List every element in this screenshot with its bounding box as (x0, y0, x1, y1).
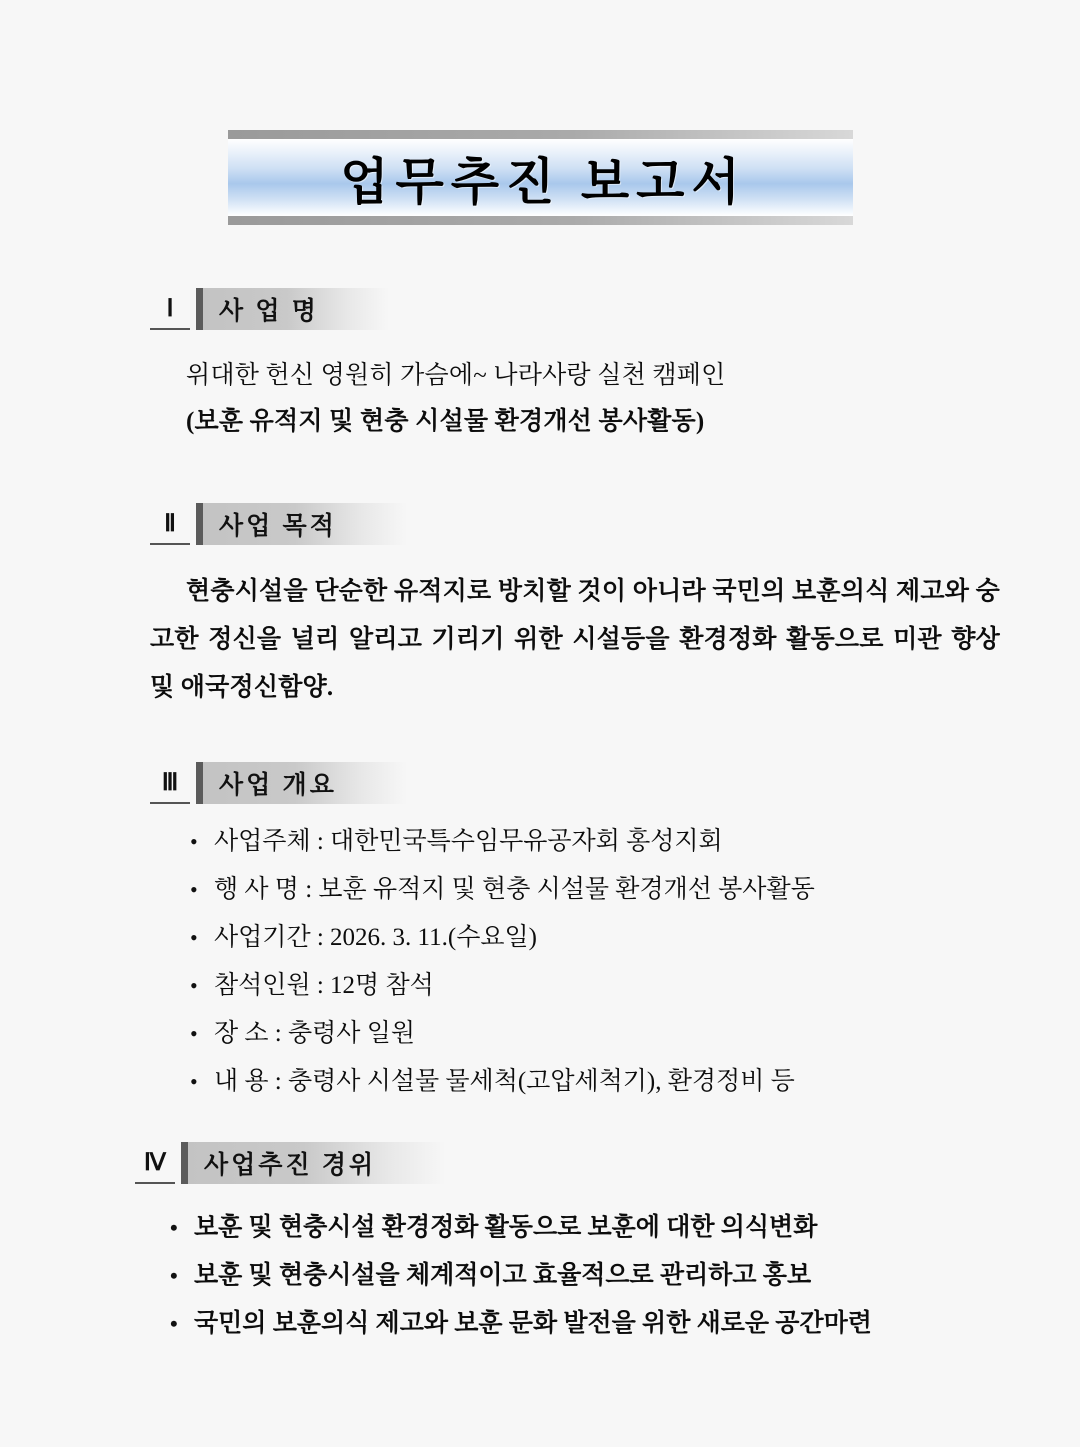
section-title-4: 사업추진 경위 (188, 1142, 446, 1184)
section-2-paragraph: 현충시설을 단순한 유적지로 방치할 것이 아니라 국민의 보훈의식 제고와 숭고한 정신을 널리 알리고 기리기 위한 시설등을 환경정화 활동으로 미관 향상 및 애국정신함양. (150, 578, 1000, 701)
section-header-2 (150, 503, 407, 545)
section-3-list (186, 818, 1036, 1106)
section-header-3 (150, 762, 407, 804)
list-item: • 사업주체 : 대한민국특수임무유공자회 홍성지회 (186, 818, 1036, 866)
list-item: • 행 사 명 : 보훈 유적지 및 현충 시설물 환경개선 봉사활동 (186, 866, 1036, 914)
title-band (228, 139, 853, 216)
section-title-2: 사업 목적 (203, 503, 407, 545)
list-item: • 장 소 : 충령사 일원 (186, 1010, 1036, 1058)
section-accent-bar-1 (196, 288, 203, 330)
section-1-line-2: (보훈 유적지 및 현충 시설물 환경개선 봉사활동) (186, 408, 705, 435)
section-accent-bar-2 (196, 503, 203, 545)
list-item: • 보훈 및 현충시설을 체계적이고 효율적으로 관리하고 홍보 (166, 1252, 1046, 1300)
section-accent-bar-4 (181, 1142, 188, 1184)
list-item: • 참석인원 : 12명 참석 (186, 962, 1036, 1010)
list-item: • 내 용 : 충령사 시설물 물세척(고압세척기), 환경정비 등 (186, 1058, 1036, 1106)
section-1-line-1: 위대한 헌신 영원히 가슴에~ 나라사랑 실천 캠페인 (186, 362, 726, 389)
section-title-1: 사 업 명 (203, 288, 389, 330)
list-item: • 사업기간 : 2026. 3. 11.(수요일) (186, 914, 1036, 962)
section-numeral-3: Ⅲ (150, 762, 190, 804)
section-numeral-2: Ⅱ (150, 503, 190, 545)
page-title: 업무추진 보고서 (340, 153, 747, 210)
section-numeral-4: Ⅳ (135, 1142, 175, 1184)
section-accent-bar-3 (196, 762, 203, 804)
section-header-1 (150, 288, 389, 330)
list-item: • 보훈 및 현충시설 환경정화 활동으로 보훈에 대한 의식변화 (166, 1204, 1046, 1252)
list-item: • 국민의 보훈의식 제고와 보훈 문화 발전을 위한 새로운 공간마련 (166, 1300, 1046, 1348)
document-title-banner (228, 130, 853, 225)
title-rule-bottom (228, 216, 853, 225)
section-4-list (166, 1204, 1046, 1348)
section-numeral-1: Ⅰ (150, 288, 190, 330)
section-title-3: 사업 개요 (203, 762, 407, 804)
title-rule-top (228, 130, 853, 139)
section-header-4 (135, 1142, 446, 1184)
